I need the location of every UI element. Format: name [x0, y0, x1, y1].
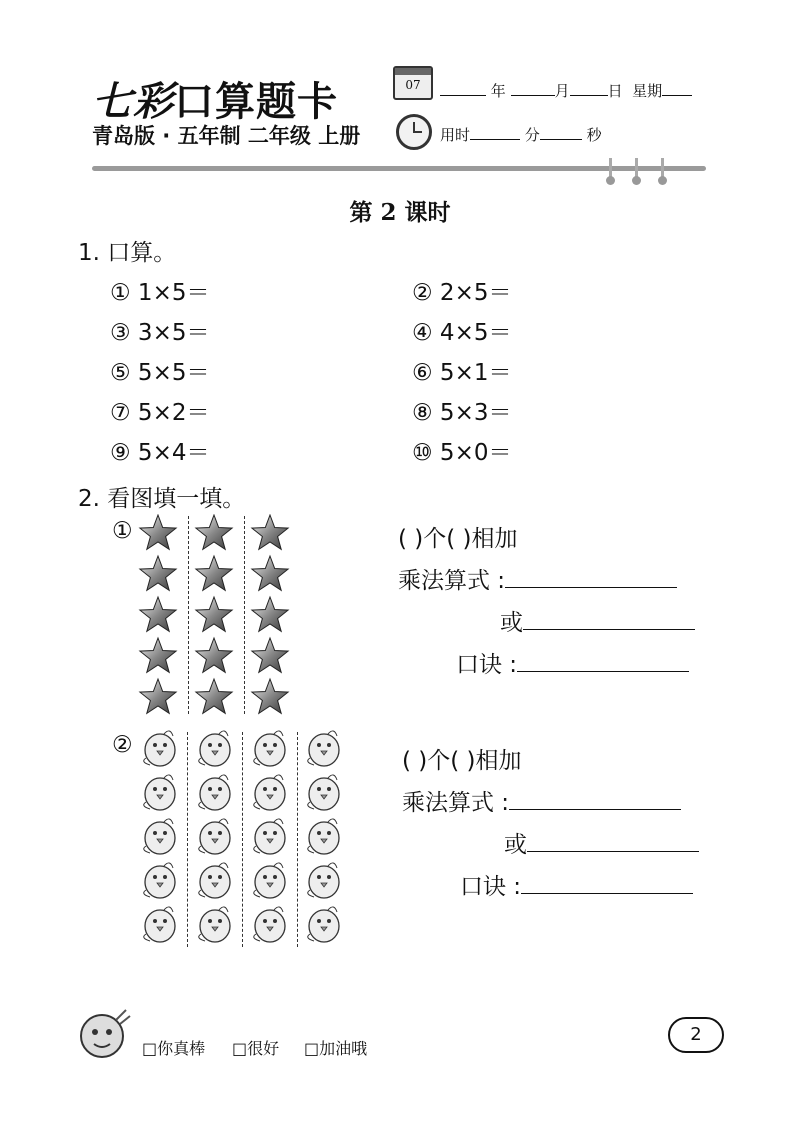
weekday-blank[interactable]: [662, 81, 692, 96]
p1-mult-label: 乘法算式 :: [398, 568, 506, 594]
binder-ring: [609, 158, 612, 180]
chick-icon: [144, 731, 175, 766]
elapsed-label: 用时: [440, 126, 471, 144]
year-label: 年: [490, 82, 506, 100]
chick-icon: [199, 819, 230, 854]
chick-icon: [144, 775, 175, 810]
chick-icon: [308, 863, 339, 898]
p2-verse-label: 口诀 :: [460, 874, 522, 900]
chick-icon: [308, 731, 339, 766]
day-blank[interactable]: [570, 81, 608, 96]
chick-icon: [254, 775, 285, 810]
p2-mult-blank[interactable]: [509, 789, 681, 810]
star-icon: [252, 679, 288, 713]
chick-icon: [199, 775, 230, 810]
p1-or-row: [500, 604, 695, 637]
star-icon: [252, 556, 288, 590]
chick-icon: [254, 819, 285, 854]
q1-item: ⑨ 5×4＝: [110, 440, 210, 466]
rating-keep-going[interactable]: □加油哦: [304, 1039, 368, 1058]
header-divider: [92, 166, 706, 171]
brand-title: [92, 70, 338, 127]
edition-label: 青岛版 · 五年制 二年级 上册: [92, 124, 361, 148]
month-label: 月: [554, 82, 570, 100]
q1-item: ② 2×5＝: [412, 280, 512, 306]
star-grid: [130, 514, 300, 719]
p1-add-text: ( )个( )相加: [398, 526, 518, 552]
chick-icon: [199, 863, 230, 898]
q1-item: ③ 3×5＝: [110, 320, 210, 346]
clock-icon: [396, 114, 432, 150]
q2-part2-label: ②: [112, 732, 133, 758]
p1-verse-label: 口诀 :: [456, 652, 518, 678]
rating-good[interactable]: □很好: [232, 1039, 280, 1058]
chick-icon: [199, 731, 230, 766]
q1-item: ⑩ 5×0＝: [412, 440, 512, 466]
q1-item: ⑧ 5×3＝: [412, 400, 512, 426]
p1-verse-row: [456, 646, 689, 679]
chick-icon: [254, 863, 285, 898]
rating-great[interactable]: □你真棒: [142, 1039, 206, 1058]
q2-part1-label: ①: [112, 518, 133, 544]
star-icon: [196, 597, 232, 631]
chick-icon: [308, 775, 339, 810]
chick-icon: [254, 731, 285, 766]
q2-title: 2. 看图填一填。: [78, 486, 246, 512]
calendar-number: 07: [405, 78, 421, 92]
star-icon: [252, 638, 288, 672]
binder-ring: [661, 158, 664, 180]
star-icon: [196, 679, 232, 713]
p1-or-label: 或: [500, 610, 523, 636]
seconds-label: 秒: [586, 126, 602, 144]
q1-title: 1. 口算。: [78, 240, 177, 266]
p1-verse-blank[interactable]: [517, 651, 689, 672]
star-icon: [252, 597, 288, 631]
day-label: 日: [607, 82, 623, 100]
q1-item: ⑤ 5×5＝: [110, 360, 210, 386]
star-icon: [196, 638, 232, 672]
time-line: [440, 124, 602, 145]
chick-icon: [144, 907, 175, 942]
chick-icon: [144, 819, 175, 854]
mascot-icon: [72, 1006, 134, 1068]
calendar-icon: [393, 66, 433, 100]
p2-or-label: 或: [504, 832, 527, 858]
chick-icon: [308, 907, 339, 942]
q1-item: ① 1×5＝: [110, 280, 210, 306]
chick-icon: [144, 863, 175, 898]
minutes-label: 分: [524, 126, 540, 144]
p2-verse-blank[interactable]: [521, 873, 693, 894]
p1-mult-blank[interactable]: [505, 567, 677, 588]
q1-item: ④ 4×5＝: [412, 320, 512, 346]
q1-item: ⑦ 5×2＝: [110, 400, 210, 426]
p2-mult-label: 乘法算式 :: [402, 790, 510, 816]
q1-item: ⑥ 5×1＝: [412, 360, 512, 386]
star-icon: [140, 679, 176, 713]
star-icon: [140, 638, 176, 672]
p2-verse-row: [460, 868, 693, 901]
p2-mult-row: [402, 784, 681, 817]
chick-icon: [199, 907, 230, 942]
star-icon: [140, 515, 176, 549]
p2-or-blank[interactable]: [527, 831, 699, 852]
chick-icon: [254, 907, 285, 942]
p1-mult-row: [398, 562, 677, 595]
p2-add-text: ( )个( )相加: [402, 748, 522, 774]
star-icon: [252, 515, 288, 549]
binder-ring: [635, 158, 638, 180]
lesson-title: 第 2 课时: [349, 199, 451, 226]
star-icon: [140, 597, 176, 631]
year-blank[interactable]: [440, 81, 486, 96]
star-icon: [196, 515, 232, 549]
star-icon: [140, 556, 176, 590]
weekday-label: 星期: [632, 82, 663, 100]
brand-name: 口算题卡: [174, 78, 338, 125]
star-icon: [196, 556, 232, 590]
minutes-blank[interactable]: [470, 125, 520, 140]
p1-or-blank[interactable]: [523, 609, 695, 630]
chick-grid: [136, 726, 346, 951]
brand-qi: 七彩: [92, 78, 174, 125]
page-number: 2: [668, 1017, 724, 1053]
seconds-blank[interactable]: [540, 125, 582, 140]
chick-icon: [308, 819, 339, 854]
month-blank[interactable]: [511, 81, 555, 96]
date-line: [440, 80, 692, 101]
p2-or-row: [504, 826, 699, 859]
